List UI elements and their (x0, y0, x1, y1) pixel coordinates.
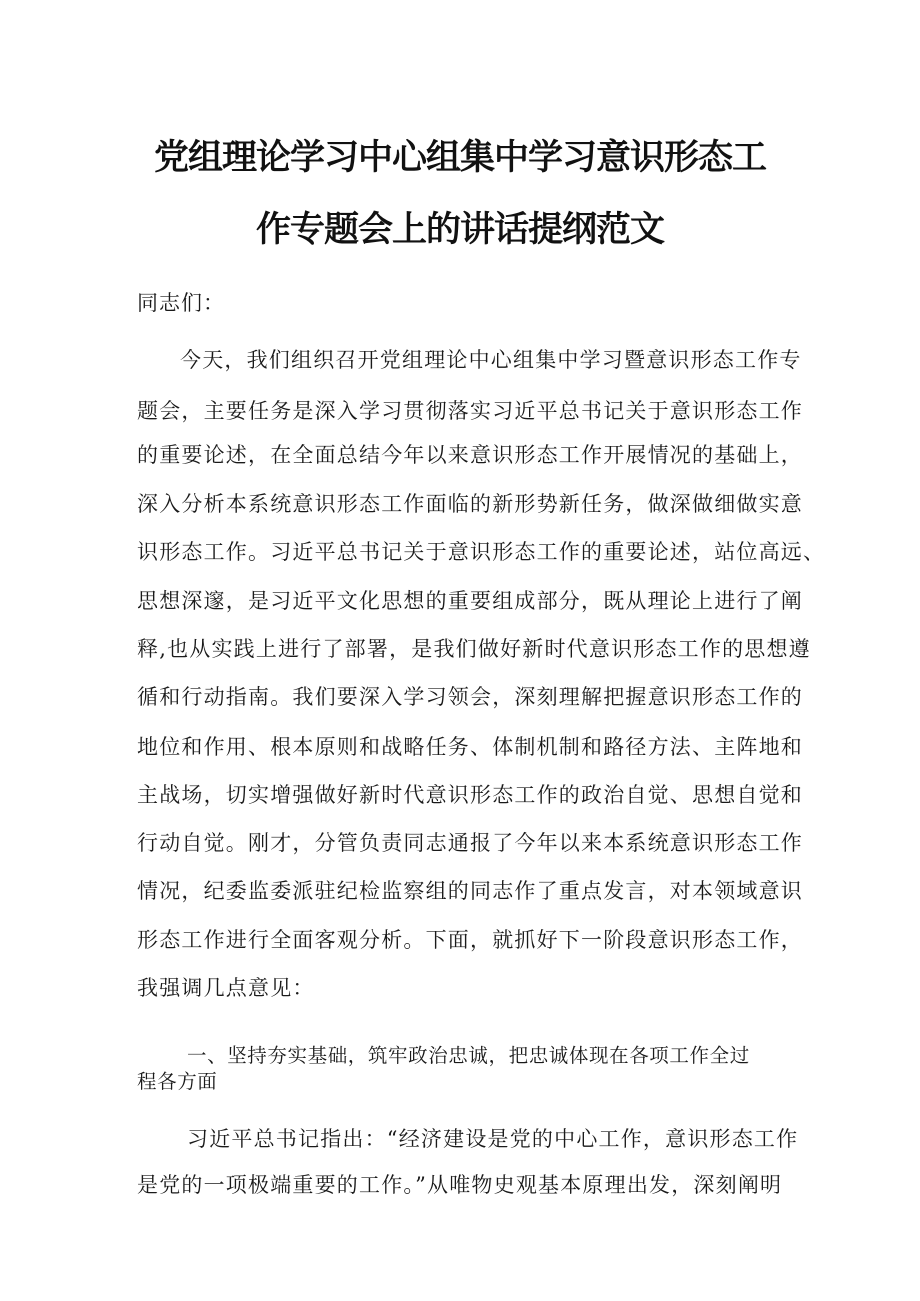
paragraph-line: 题会，主要任务是深入学习贯彻落实习近平总书记关于意识形态工作 (137, 399, 803, 423)
paragraph-line: 地位和作用、根本原则和战略任务、体制机制和路径方法、主阵地和 (137, 735, 803, 759)
paragraph-line: 主战场，切实增强做好新时代意识形态工作的政治自觉、思想自觉和 (137, 783, 803, 807)
paragraph-line: 是党的一项极端重要的工作。”从唯物史观基本原理出发，深刻阐明 (137, 1173, 783, 1197)
section-heading-line: 一、坚持夯实基础，筑牢政治忠诚，把忠诚体现在各项工作全过 (187, 1044, 750, 1067)
paragraph-line: 习近平总书记指出：“经济建设是党的中心工作，意识形态工作 (187, 1127, 799, 1151)
paragraph-line: 深入分析本系统意识形态工作面临的新形势新任务，做深做细做实意 (137, 492, 803, 516)
paragraph-line: 行动自觉。刚才，分管负责同志通报了今年以来本系统意识形态工作 (137, 831, 803, 855)
paragraph-line: 循和行动指南。我们要深入学习领会，深刻理解把握意识形态工作的 (137, 685, 803, 709)
section-heading-line: 程各方面 (137, 1070, 218, 1093)
paragraph-line: 的重要论述，在全面总结今年以来意识形态工作开展情况的基础上， (137, 443, 803, 467)
paragraph-line: 今天，我们组织召开党组理论中心组集中学习暨意识形态工作专 (180, 348, 802, 372)
paragraph-line: 识形态工作。习近平总书记关于意识形态工作的重要论述，站位高远、 (137, 540, 826, 564)
document-title-line-1: 党组理论学习中心组集中学习意识形态工 (153, 138, 766, 178)
document-title-line-2: 作专题会上的讲话提纲范文 (255, 210, 664, 250)
paragraph-line: 情况，纪委监委派驻纪检监察组的同志作了重点发言，对本领域意识 (137, 879, 803, 903)
salutation: 同志们： (137, 291, 225, 315)
paragraph-line: 我强调几点意见： (137, 976, 315, 1000)
paragraph-line: 思想深邃，是习近平文化思想的重要组成部分，既从理论上进行了阐 (137, 589, 803, 613)
paragraph-line: 释,也从实践上进行了部署，是我们做好新时代意识形态工作的思想遵 (137, 637, 811, 661)
paragraph-line: 形态工作进行全面客观分析。下面，就抓好下一阶段意识形态工作， (137, 928, 803, 952)
